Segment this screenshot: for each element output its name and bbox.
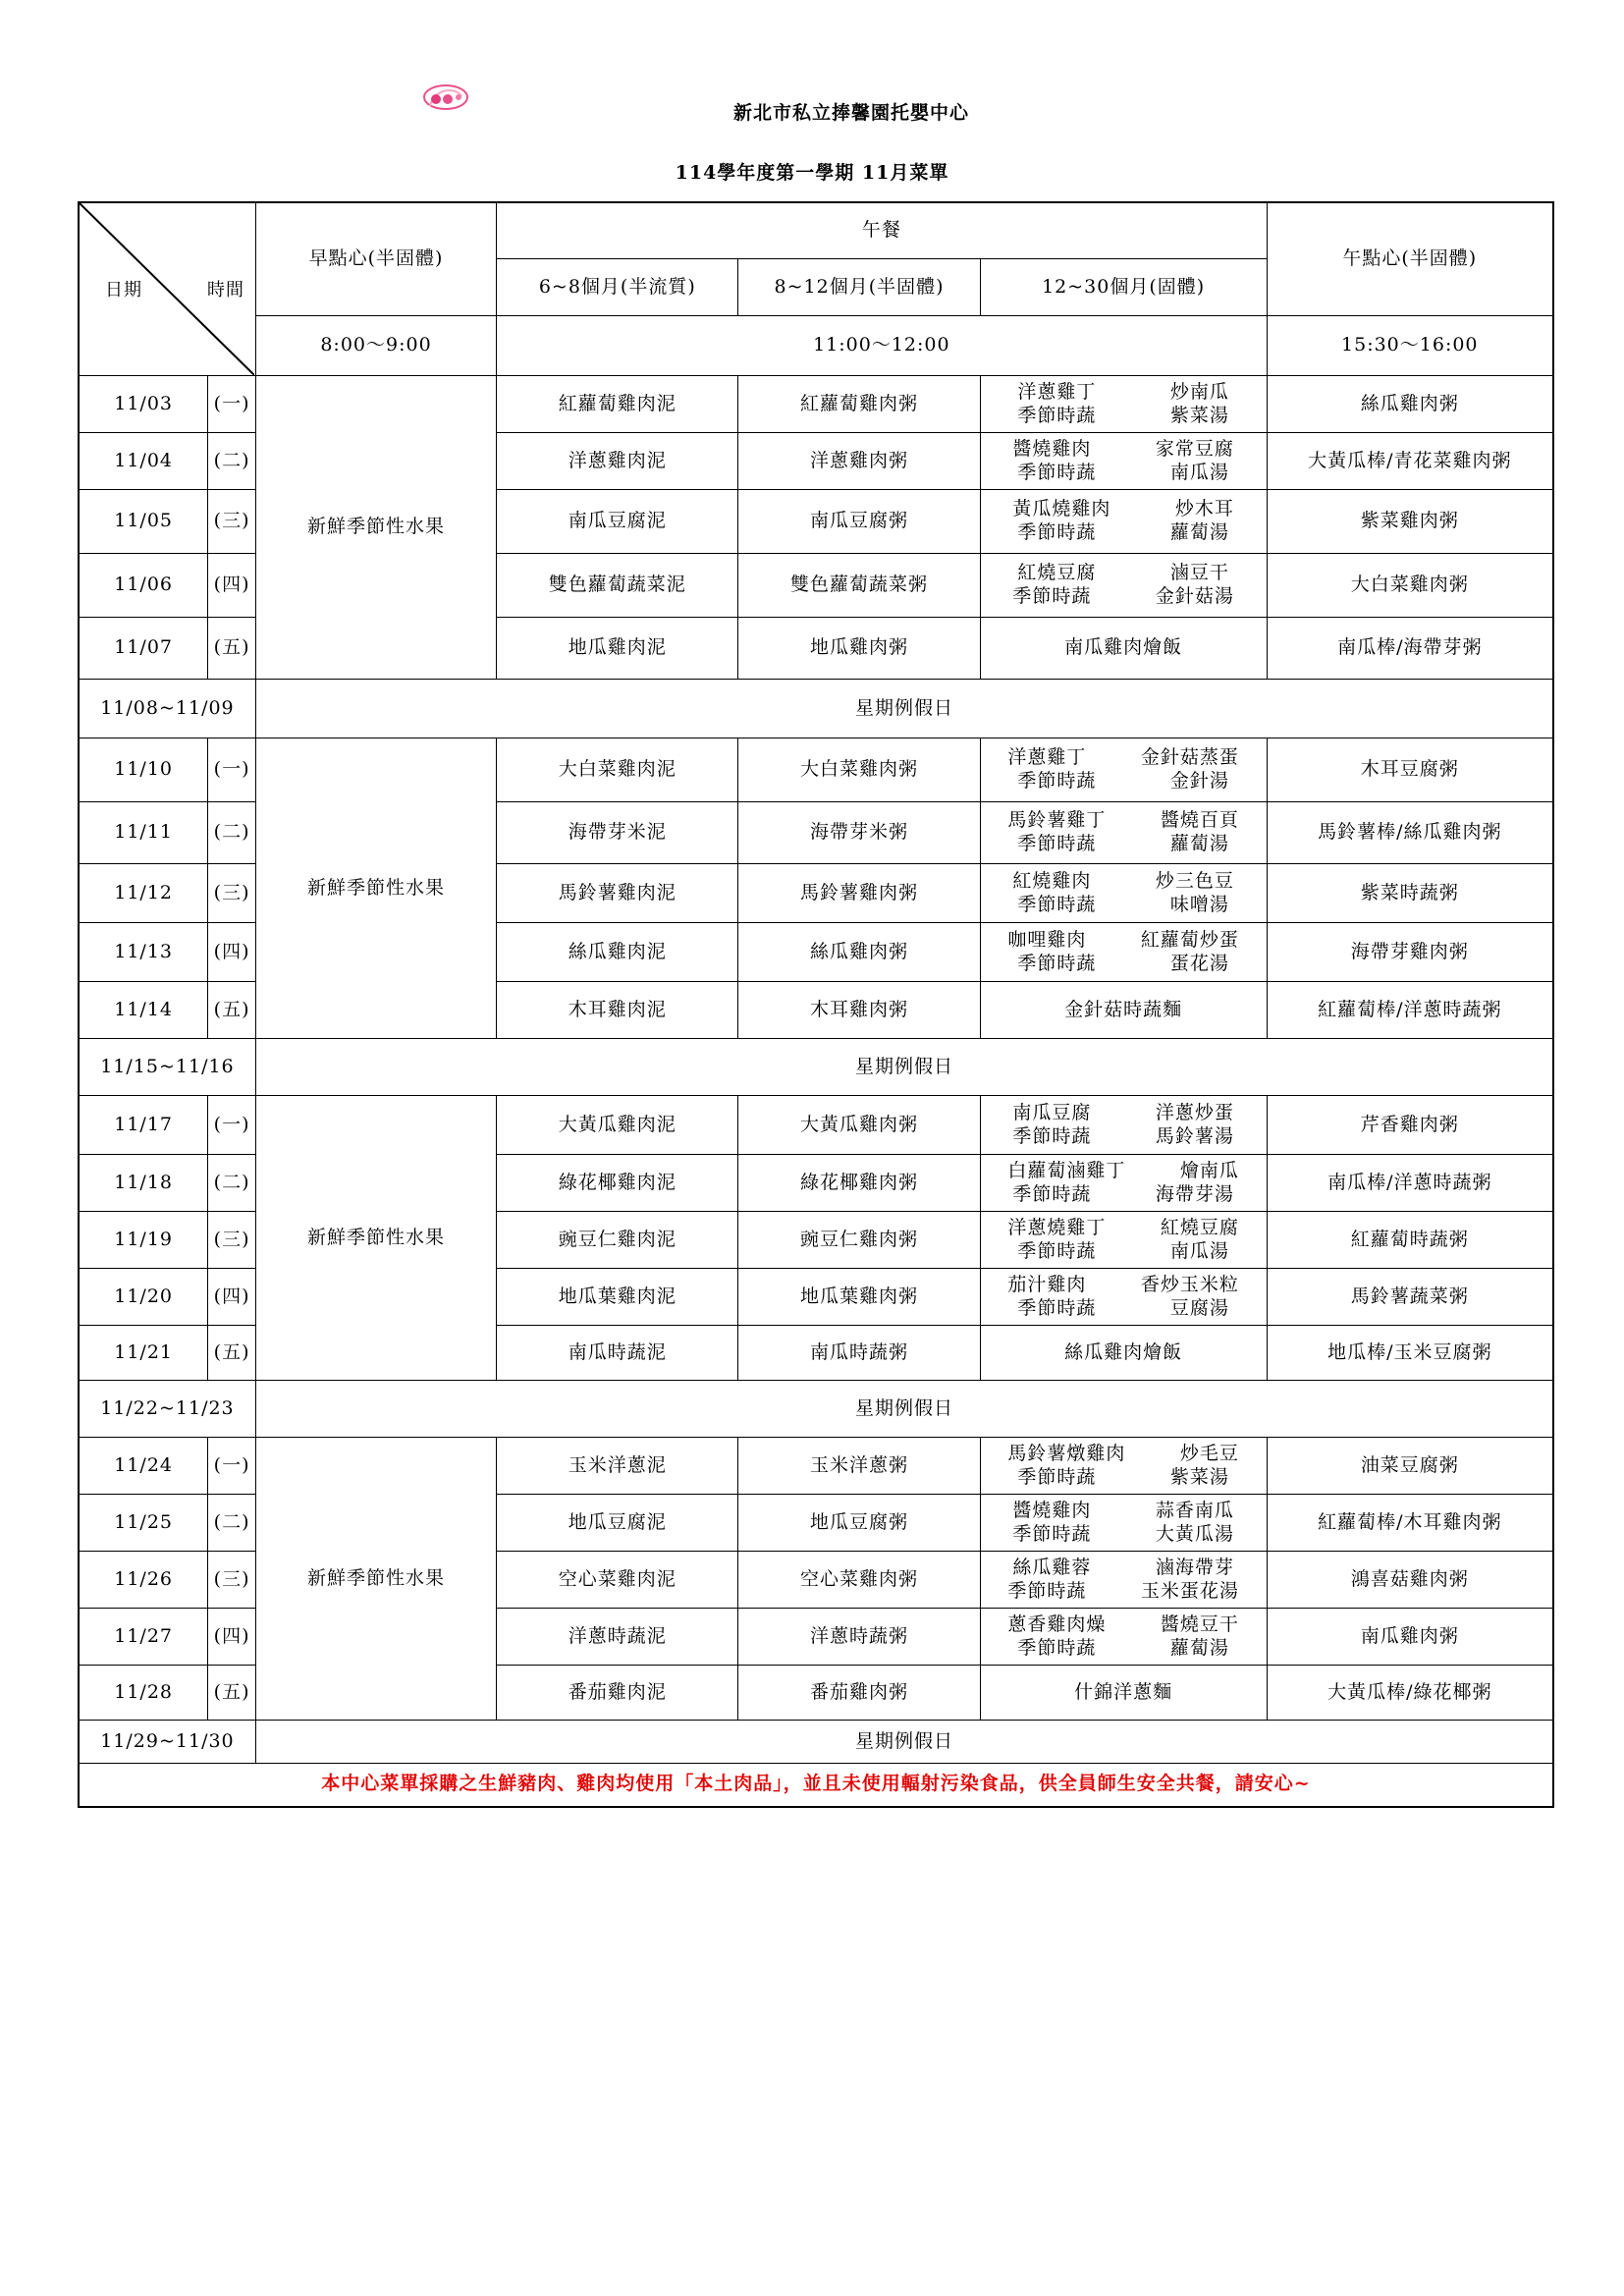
holiday-label: 星期例假日 bbox=[255, 1381, 1553, 1438]
lunch-main-line bbox=[981, 746, 1267, 770]
vegetable-dish: 季節時蔬 bbox=[1017, 1636, 1097, 1659]
weekday-cell: (二) bbox=[208, 802, 256, 864]
weekday-cell: (四) bbox=[208, 923, 256, 982]
weekday-cell: (二) bbox=[208, 1155, 256, 1212]
side-dish: 醬燒豆干 bbox=[1160, 1613, 1239, 1635]
lunch-veg-line bbox=[981, 1523, 1267, 1547]
lunch-veg-line bbox=[981, 1466, 1267, 1490]
snack-cell: 大黃瓜棒/青花菜雞肉粥 bbox=[1267, 433, 1553, 490]
weekday-cell: (五) bbox=[208, 1326, 256, 1381]
soup-dish: 蘿蔔湯 bbox=[1169, 833, 1229, 854]
date-cell: 11/10 bbox=[79, 738, 208, 802]
soup-dish: 紫菜湯 bbox=[1169, 1465, 1229, 1488]
lunch-main-line bbox=[981, 1500, 1267, 1523]
soup-dish: 大黃瓜湯 bbox=[1155, 1522, 1234, 1545]
weekday-cell: (三) bbox=[208, 1212, 256, 1269]
weekday-cell: (五) bbox=[208, 982, 256, 1039]
lunch-main-line bbox=[981, 1160, 1267, 1183]
lunch-12-30-cell: 絲瓜雞肉燴飯 bbox=[980, 1326, 1267, 1381]
breakfast-fruit-cell: 新鮮季節性水果 bbox=[255, 376, 496, 680]
lunch-6-8-cell: 洋蔥雞肉泥 bbox=[497, 433, 738, 490]
side-dish: 紅燒豆腐 bbox=[1160, 1216, 1239, 1238]
snack-cell: 紅蘿蔔棒/木耳雞肉粥 bbox=[1267, 1495, 1553, 1552]
snack-cell: 紫菜時蔬粥 bbox=[1267, 864, 1553, 923]
lunch-8-12-cell: 大白菜雞肉粥 bbox=[738, 738, 980, 802]
holiday-label: 星期例假日 bbox=[255, 1039, 1553, 1096]
weekday-cell: (一) bbox=[208, 376, 256, 433]
snack-cell: 南瓜棒/海帶芽粥 bbox=[1267, 618, 1553, 680]
vegetable-dish: 季節時蔬 bbox=[1012, 585, 1092, 607]
date-cell: 11/05 bbox=[79, 490, 208, 554]
main-dish: 洋蔥雞丁 bbox=[1007, 746, 1087, 769]
snack-cell: 海帶芽雞肉粥 bbox=[1267, 923, 1553, 982]
side-dish: 蒜香南瓜 bbox=[1155, 1499, 1234, 1521]
soup-dish: 南瓜湯 bbox=[1169, 461, 1229, 483]
lunch-8-12-cell: 木耳雞肉粥 bbox=[738, 982, 980, 1039]
vegetable-dish: 季節時蔬 bbox=[1017, 1296, 1097, 1319]
snack-cell: 油菜豆腐粥 bbox=[1267, 1438, 1553, 1495]
holiday-date-range: 11/08~11/09 bbox=[79, 680, 255, 738]
snack-cell: 木耳豆腐粥 bbox=[1267, 738, 1553, 802]
lunch-8-12-cell: 玉米洋蔥粥 bbox=[738, 1438, 980, 1495]
date-cell: 11/12 bbox=[79, 864, 208, 923]
weekday-cell: (一) bbox=[208, 1438, 256, 1495]
snack-cell: 紅蘿蔔時蔬粥 bbox=[1267, 1212, 1553, 1269]
lunch-8-12-cell: 海帶芽米粥 bbox=[738, 802, 980, 864]
snack-cell: 地瓜棒/玉米豆腐粥 bbox=[1267, 1326, 1553, 1381]
main-dish: 蔥香雞肉燥 bbox=[1007, 1613, 1107, 1635]
vegetable-dish: 季節時蔬 bbox=[1012, 1522, 1092, 1545]
main-dish: 馬鈴薯燉雞肉 bbox=[1007, 1442, 1126, 1464]
date-cell: 11/28 bbox=[79, 1666, 208, 1721]
side-dish: 紅蘿蔔炒蛋 bbox=[1140, 928, 1239, 951]
lunch-8-12-cell: 雙色蘿蔔蔬菜粥 bbox=[738, 554, 980, 618]
lunch-6-8-cell: 地瓜豆腐泥 bbox=[497, 1495, 738, 1552]
lunch-veg-line bbox=[981, 1240, 1267, 1264]
menu-row bbox=[79, 376, 1553, 433]
weekday-cell: (一) bbox=[208, 738, 256, 802]
lunch-main-line bbox=[981, 381, 1267, 405]
date-cell: 11/07 bbox=[79, 618, 208, 680]
lunch-6-8-cell: 大白菜雞肉泥 bbox=[497, 738, 738, 802]
date-cell: 11/26 bbox=[79, 1552, 208, 1609]
vegetable-dish: 季節時蔬 bbox=[1012, 1182, 1092, 1205]
lunch-veg-line bbox=[981, 1183, 1267, 1207]
lunch-main-line bbox=[981, 1443, 1267, 1466]
lunch-12-30-cell bbox=[980, 490, 1267, 554]
side-dish: 醬燒百頁 bbox=[1160, 809, 1239, 832]
lunch-8-12-cell: 大黃瓜雞肉粥 bbox=[738, 1096, 980, 1155]
snack-header: 午點心(半固體) bbox=[1267, 202, 1553, 316]
lunch-12-30-cell bbox=[980, 1552, 1267, 1609]
lunch-8-12-header: 8~12個月(半固體) bbox=[738, 258, 980, 315]
lunch-6-8-cell: 馬鈴薯雞肉泥 bbox=[497, 864, 738, 923]
main-dish: 黃瓜燒雞肉 bbox=[1012, 498, 1111, 520]
soup-dish: 海帶芽湯 bbox=[1155, 1182, 1234, 1205]
vegetable-dish: 季節時蔬 bbox=[1007, 1579, 1087, 1602]
lunch-12-30-cell bbox=[980, 1495, 1267, 1552]
lunch-12-30-cell bbox=[980, 1438, 1267, 1495]
date-cell: 11/14 bbox=[79, 982, 208, 1039]
soup-dish: 豆腐湯 bbox=[1169, 1296, 1229, 1319]
date-cell: 11/27 bbox=[79, 1609, 208, 1666]
side-dish: 炒毛豆 bbox=[1179, 1442, 1239, 1464]
vegetable-dish: 季節時蔬 bbox=[1017, 521, 1097, 543]
breakfast-fruit-cell: 新鮮季節性水果 bbox=[255, 1096, 496, 1381]
lunch-main-line bbox=[981, 929, 1267, 953]
lunch-8-12-cell: 南瓜豆腐粥 bbox=[738, 490, 980, 554]
lunch-main-line bbox=[981, 1102, 1267, 1125]
lunch-12-30-cell bbox=[980, 1609, 1267, 1666]
weekday-cell: (三) bbox=[208, 864, 256, 923]
menu-table bbox=[78, 201, 1554, 1808]
vegetable-dish: 季節時蔬 bbox=[1017, 770, 1097, 792]
lunch-6-8-cell: 絲瓜雞肉泥 bbox=[497, 923, 738, 982]
lunch-main-line bbox=[981, 870, 1267, 894]
lunch-veg-line bbox=[981, 585, 1267, 609]
snack-time: 15:30～16:00 bbox=[1267, 316, 1553, 376]
lunch-12-30-cell bbox=[980, 923, 1267, 982]
main-dish: 紅燒豆腐 bbox=[1017, 562, 1097, 584]
main-dish: 白蘿蔔滷雞丁 bbox=[1007, 1159, 1126, 1181]
main-dish: 馬鈴薯雞丁 bbox=[1007, 809, 1107, 832]
lunch-6-8-cell: 南瓜豆腐泥 bbox=[497, 490, 738, 554]
date-cell: 11/11 bbox=[79, 802, 208, 864]
lunch-main-line bbox=[981, 562, 1267, 585]
breakfast-header: 早點心(半固體) bbox=[255, 202, 496, 316]
lunch-main-line bbox=[981, 498, 1267, 521]
lunch-12-30-cell bbox=[980, 1269, 1267, 1326]
side-dish: 洋蔥炒蛋 bbox=[1155, 1101, 1234, 1123]
lunch-6-8-cell: 空心菜雞肉泥 bbox=[497, 1552, 738, 1609]
breakfast-fruit-cell: 新鮮季節性水果 bbox=[255, 738, 496, 1039]
holiday-row bbox=[79, 1721, 1553, 1764]
lunch-veg-line bbox=[981, 1580, 1267, 1604]
lunch-8-12-cell: 洋蔥時蔬粥 bbox=[738, 1609, 980, 1666]
date-cell: 11/19 bbox=[79, 1212, 208, 1269]
lunch-6-8-cell: 木耳雞肉泥 bbox=[497, 982, 738, 1039]
vegetable-dish: 季節時蔬 bbox=[1012, 1124, 1092, 1147]
holiday-row bbox=[79, 1381, 1553, 1438]
soup-dish: 味噌湯 bbox=[1169, 893, 1229, 915]
main-dish: 洋蔥燒雞丁 bbox=[1007, 1216, 1107, 1238]
snack-cell: 鴻喜菇雞肉粥 bbox=[1267, 1552, 1553, 1609]
side-dish: 炒南瓜 bbox=[1169, 380, 1229, 403]
lunch-6-8-cell: 紅蘿蔔雞肉泥 bbox=[497, 376, 738, 433]
soup-dish: 南瓜湯 bbox=[1169, 1239, 1229, 1262]
holiday-row bbox=[79, 680, 1553, 738]
menu-row bbox=[79, 738, 1553, 802]
snack-cell: 馬鈴薯棒/絲瓜雞肉粥 bbox=[1267, 802, 1553, 864]
date-cell: 11/06 bbox=[79, 554, 208, 618]
weekday-cell: (四) bbox=[208, 554, 256, 618]
date-label: 日期 bbox=[105, 280, 142, 301]
lunch-6-8-cell: 雙色蘿蔔蔬菜泥 bbox=[497, 554, 738, 618]
soup-dish: 紫菜湯 bbox=[1169, 404, 1229, 426]
lunch-6-8-cell: 地瓜葉雞肉泥 bbox=[497, 1269, 738, 1326]
lunch-veg-line bbox=[981, 770, 1267, 793]
lunch-12-30-cell bbox=[980, 864, 1267, 923]
main-dish: 絲瓜雞蓉 bbox=[1012, 1556, 1092, 1578]
date-cell: 11/18 bbox=[79, 1155, 208, 1212]
weekday-cell: (三) bbox=[208, 490, 256, 554]
lunch-veg-line bbox=[981, 1297, 1267, 1321]
holiday-date-range: 11/22~11/23 bbox=[79, 1381, 255, 1438]
vegetable-dish: 季節時蔬 bbox=[1017, 952, 1097, 974]
main-dish: 醬燒雞肉 bbox=[1012, 1499, 1092, 1521]
snack-cell: 馬鈴薯蔬菜粥 bbox=[1267, 1269, 1553, 1326]
lunch-8-12-cell: 絲瓜雞肉粥 bbox=[738, 923, 980, 982]
soup-dish: 金針湯 bbox=[1169, 770, 1229, 792]
soup-dish: 蘿蔔湯 bbox=[1169, 521, 1229, 543]
lunch-main-line bbox=[981, 1217, 1267, 1240]
vegetable-dish: 季節時蔬 bbox=[1017, 1239, 1097, 1262]
snack-cell: 大黃瓜棒/綠花椰粥 bbox=[1267, 1666, 1553, 1721]
lunch-8-12-cell: 豌豆仁雞肉粥 bbox=[738, 1212, 980, 1269]
weekday-cell: (二) bbox=[208, 1495, 256, 1552]
weekday-cell: (五) bbox=[208, 1666, 256, 1721]
lunch-main-line bbox=[981, 1557, 1267, 1580]
lunch-main-line bbox=[981, 809, 1267, 833]
date-cell: 11/24 bbox=[79, 1438, 208, 1495]
holiday-label: 星期例假日 bbox=[255, 680, 1553, 738]
soup-dish: 玉米蛋花湯 bbox=[1140, 1579, 1239, 1602]
lunch-8-12-cell: 地瓜雞肉粥 bbox=[738, 618, 980, 680]
main-dish: 茄汁雞肉 bbox=[1007, 1273, 1087, 1295]
lunch-6-8-cell: 大黃瓜雞肉泥 bbox=[497, 1096, 738, 1155]
lunch-veg-line bbox=[981, 405, 1267, 428]
holiday-label: 星期例假日 bbox=[255, 1721, 1553, 1764]
lunch-6-8-cell: 綠花椰雞肉泥 bbox=[497, 1155, 738, 1212]
lunch-veg-line bbox=[981, 953, 1267, 976]
soup-dish: 蛋花湯 bbox=[1169, 952, 1229, 974]
weekday-cell: (二) bbox=[208, 433, 256, 490]
side-dish: 炒木耳 bbox=[1174, 498, 1234, 520]
lunch-main-line bbox=[981, 1274, 1267, 1297]
main-dish: 咖哩雞肉 bbox=[1007, 928, 1087, 951]
lunch-veg-line bbox=[981, 462, 1267, 485]
main-dish: 洋蔥雞丁 bbox=[1017, 380, 1097, 403]
lunch-8-12-cell: 地瓜葉雞肉粥 bbox=[738, 1269, 980, 1326]
lunch-8-12-cell: 馬鈴薯雞肉粥 bbox=[738, 864, 980, 923]
lunch-veg-line bbox=[981, 521, 1267, 545]
lunch-12-30-cell bbox=[980, 554, 1267, 618]
date-cell: 11/03 bbox=[79, 376, 208, 433]
lunch-6-8-cell: 豌豆仁雞肉泥 bbox=[497, 1212, 738, 1269]
date-cell: 11/25 bbox=[79, 1495, 208, 1552]
lunch-12-30-cell bbox=[980, 1155, 1267, 1212]
lunch-6-8-cell: 洋蔥時蔬泥 bbox=[497, 1609, 738, 1666]
vegetable-dish: 季節時蔬 bbox=[1017, 461, 1097, 483]
snack-cell: 紅蘿蔔棒/洋蔥時蔬粥 bbox=[1267, 982, 1553, 1039]
lunch-8-12-cell: 空心菜雞肉粥 bbox=[738, 1552, 980, 1609]
menu-row bbox=[79, 1438, 1553, 1495]
date-cell: 11/21 bbox=[79, 1326, 208, 1381]
lunch-8-12-cell: 紅蘿蔔雞肉粥 bbox=[738, 376, 980, 433]
weekday-cell: (四) bbox=[208, 1609, 256, 1666]
time-label: 時間 bbox=[207, 280, 244, 301]
weekday-cell: (四) bbox=[208, 1269, 256, 1326]
food-safety-notice: 本中心菜單採購之生鮮豬肉、雞肉均使用「本土肉品」，並且未使用輻射污染食品，供全員師生安全共餐，請安心~ bbox=[79, 1764, 1553, 1807]
lunch-time: 11:00～12:00 bbox=[497, 316, 1267, 376]
side-dish: 炒三色豆 bbox=[1155, 869, 1234, 892]
soup-dish: 馬鈴薯湯 bbox=[1155, 1124, 1234, 1147]
vegetable-dish: 季節時蔬 bbox=[1017, 833, 1097, 854]
snack-cell: 大白菜雞肉粥 bbox=[1267, 554, 1553, 618]
lunch-12-30-cell bbox=[980, 1096, 1267, 1155]
lunch-main-line bbox=[981, 1613, 1267, 1637]
breakfast-time: 8:00～9:00 bbox=[255, 316, 496, 376]
holiday-date-range: 11/29~11/30 bbox=[79, 1721, 255, 1764]
menu-subtitle: 114學年度第一學期 11月菜單 bbox=[675, 162, 949, 184]
side-dish: 燴南瓜 bbox=[1179, 1159, 1239, 1181]
weekday-cell: (一) bbox=[208, 1096, 256, 1155]
vegetable-dish: 季節時蔬 bbox=[1017, 1465, 1097, 1488]
weekday-cell: (五) bbox=[208, 618, 256, 680]
lunch-8-12-cell: 番茄雞肉粥 bbox=[738, 1666, 980, 1721]
side-dish: 香炒玉米粒 bbox=[1140, 1273, 1239, 1295]
lunch-6-8-cell: 地瓜雞肉泥 bbox=[497, 618, 738, 680]
breakfast-fruit-cell: 新鮮季節性水果 bbox=[255, 1438, 496, 1721]
lunch-12-30-cell bbox=[980, 802, 1267, 864]
weekday-cell: (三) bbox=[208, 1552, 256, 1609]
lunch-main-line bbox=[981, 438, 1267, 462]
date-cell: 11/04 bbox=[79, 433, 208, 490]
lunch-8-12-cell: 南瓜時蔬粥 bbox=[738, 1326, 980, 1381]
organization-title: 新北市私立捧馨園托嬰中心 bbox=[732, 102, 969, 124]
main-dish: 紅燒雞肉 bbox=[1012, 869, 1092, 892]
lunch-6-8-cell: 南瓜時蔬泥 bbox=[497, 1326, 738, 1381]
lunch-8-12-cell: 綠花椰雞肉粥 bbox=[738, 1155, 980, 1212]
lunch-12-30-cell bbox=[980, 738, 1267, 802]
lunch-12-30-cell bbox=[980, 433, 1267, 490]
lunch-veg-line bbox=[981, 894, 1267, 917]
snack-cell: 南瓜棒/洋蔥時蔬粥 bbox=[1267, 1155, 1553, 1212]
vegetable-dish: 季節時蔬 bbox=[1017, 893, 1097, 915]
side-dish: 金針菇蒸蛋 bbox=[1140, 746, 1239, 769]
lunch-12-30-cell: 南瓜雞肉燴飯 bbox=[980, 618, 1267, 680]
lunch-12-30-cell: 金針菇時蔬麵 bbox=[980, 982, 1267, 1039]
main-dish: 醬燒雞肉 bbox=[1012, 437, 1092, 460]
side-dish: 滷豆干 bbox=[1169, 562, 1229, 584]
main-dish: 南瓜豆腐 bbox=[1012, 1101, 1092, 1123]
lunch-12-30-cell bbox=[980, 1212, 1267, 1269]
lunch-6-8-cell: 玉米洋蔥泥 bbox=[497, 1438, 738, 1495]
side-dish: 家常豆腐 bbox=[1155, 437, 1234, 460]
lunch-8-12-cell: 洋蔥雞肉粥 bbox=[738, 433, 980, 490]
lunch-6-8-cell: 番茄雞肉泥 bbox=[497, 1666, 738, 1721]
lunch-12-30-cell: 什錦洋蔥麵 bbox=[980, 1666, 1267, 1721]
snack-cell: 紫菜雞肉粥 bbox=[1267, 490, 1553, 554]
soup-dish: 金針菇湯 bbox=[1155, 585, 1234, 607]
lunch-veg-line bbox=[981, 833, 1267, 856]
lunch-header: 午餐 bbox=[497, 202, 1267, 258]
lunch-veg-line bbox=[981, 1637, 1267, 1661]
lunch-12-30-cell bbox=[980, 376, 1267, 433]
lunch-6-8-cell: 海帶芽米泥 bbox=[497, 802, 738, 864]
notice-row bbox=[79, 1764, 1553, 1807]
lunch-12-30-header: 12~30個月(固體) bbox=[980, 258, 1267, 315]
holiday-row bbox=[79, 1039, 1553, 1096]
lunch-veg-line bbox=[981, 1125, 1267, 1149]
lunch-8-12-cell: 地瓜豆腐粥 bbox=[738, 1495, 980, 1552]
date-time-corner bbox=[79, 202, 255, 376]
menu-row bbox=[79, 1096, 1553, 1155]
date-cell: 11/17 bbox=[79, 1096, 208, 1155]
holiday-date-range: 11/15~11/16 bbox=[79, 1039, 255, 1096]
snack-cell: 絲瓜雞肉粥 bbox=[1267, 376, 1553, 433]
snack-cell: 芹香雞肉粥 bbox=[1267, 1096, 1553, 1155]
lunch-6-8-header: 6~8個月(半流質) bbox=[497, 258, 738, 315]
vegetable-dish: 季節時蔬 bbox=[1017, 404, 1097, 426]
side-dish: 滷海帶芽 bbox=[1155, 1556, 1234, 1578]
date-cell: 11/13 bbox=[79, 923, 208, 982]
date-cell: 11/20 bbox=[79, 1269, 208, 1326]
snack-cell: 南瓜雞肉粥 bbox=[1267, 1609, 1553, 1666]
soup-dish: 蘿蔔湯 bbox=[1169, 1636, 1229, 1659]
